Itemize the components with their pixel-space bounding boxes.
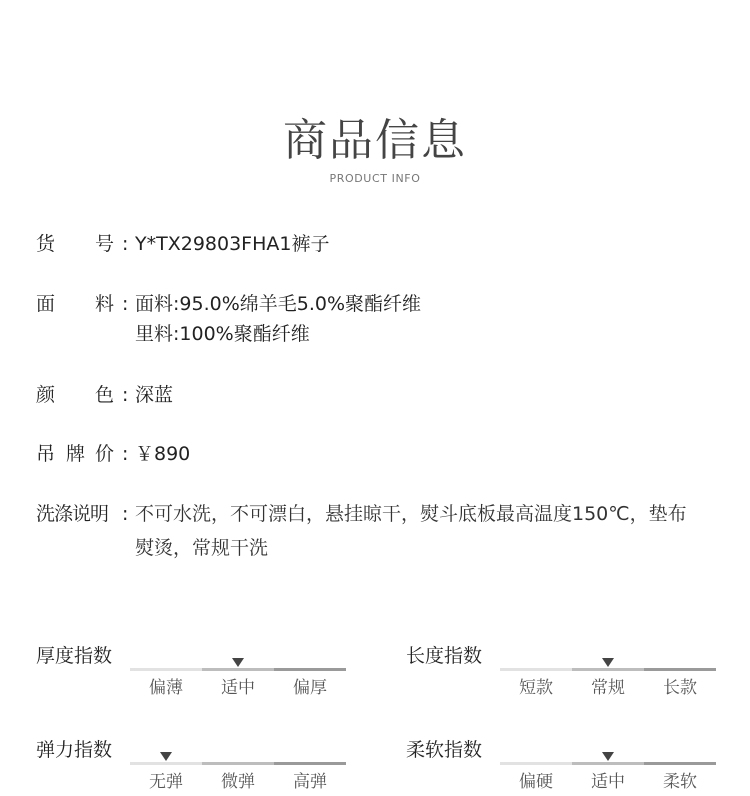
softness-index-label: 柔软指数 — [406, 739, 483, 761]
scale-option: 偏薄 — [149, 678, 183, 698]
scale-segment — [500, 668, 572, 671]
elasticity-scale — [130, 747, 346, 792]
price-value: ￥890 — [135, 443, 191, 465]
softness-scale — [500, 747, 716, 792]
selected-marker-icon — [602, 752, 614, 761]
scale-option: 常规 — [591, 678, 625, 698]
scale-option: 偏厚 — [293, 678, 327, 698]
thickness-index — [36, 641, 366, 698]
elasticity-index-label: 弹力指数 — [36, 739, 113, 761]
fabric-value — [135, 289, 421, 349]
care-line-2: 熨烫，常规干洗 — [135, 537, 269, 559]
scale-segment — [202, 762, 274, 765]
fabric-shell: 面料:95.0%绵羊毛5.0%聚酯纤维 — [135, 293, 422, 315]
scale-segment — [572, 762, 644, 765]
scale-segment — [202, 668, 274, 671]
scale-segment — [130, 668, 202, 671]
scale-segment — [274, 668, 346, 671]
scale-option: 偏硬 — [519, 772, 553, 792]
scale-segment — [644, 762, 716, 765]
selected-marker-icon — [232, 658, 244, 667]
scale-option: 无弹 — [149, 772, 183, 792]
care-line-1: 不可水洗，不可漂白，悬挂晾干，熨斗底板最高温度150℃，垫布 — [135, 503, 687, 525]
thickness-scale — [130, 653, 346, 698]
scale-option: 适中 — [221, 678, 255, 698]
scale-segment — [274, 762, 346, 765]
scale-option: 柔软 — [663, 772, 697, 792]
fabric-lining: 里料:100%聚酯纤维 — [135, 323, 310, 345]
page-title: 商品信息 — [283, 115, 467, 166]
scale-option: 高弹 — [293, 772, 327, 792]
elasticity-index — [36, 735, 366, 792]
page-subtitle: PRODUCT INFO — [329, 172, 421, 185]
scale-segment — [130, 762, 202, 765]
selected-marker-icon — [160, 752, 172, 761]
length-scale — [500, 653, 716, 698]
scale-option: 长款 — [663, 678, 697, 698]
thickness-index-label: 厚度指数 — [36, 645, 113, 667]
scale-segment — [644, 668, 716, 671]
color-value: 深蓝 — [135, 384, 174, 406]
sku-value: Y*TX29803FHA1裤子 — [135, 233, 330, 255]
scale-option: 适中 — [591, 772, 625, 792]
scale-segment — [500, 762, 572, 765]
softness-index — [406, 735, 736, 792]
selected-marker-icon — [602, 658, 614, 667]
care-value — [135, 497, 715, 565]
length-index-label: 长度指数 — [406, 645, 483, 667]
scale-option: 微弹 — [221, 772, 255, 792]
scale-option: 短款 — [519, 678, 553, 698]
scale-segment — [572, 668, 644, 671]
length-index — [406, 641, 736, 698]
